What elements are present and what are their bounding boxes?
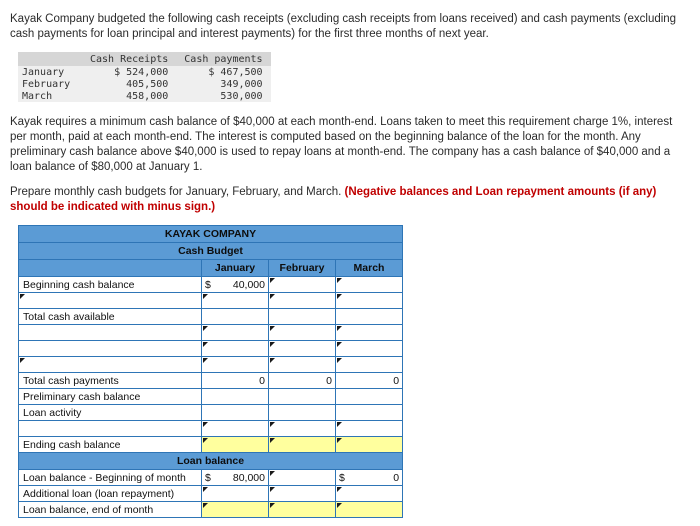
budget-row [19, 293, 403, 309]
row-label-total-cash-available: Total cash available [19, 309, 202, 325]
input-cell-january[interactable] [202, 389, 269, 405]
receipts-header-row [18, 52, 271, 66]
input-cell-february[interactable] [269, 421, 336, 437]
budget-row [19, 325, 403, 341]
input-cell-march[interactable] [336, 405, 403, 421]
row-label-blank[interactable] [19, 357, 202, 373]
row-label-beginning-cash-balance: Beginning cash balance [19, 277, 202, 293]
input-cell-january[interactable] [202, 470, 269, 486]
input-cell-march[interactable] [336, 357, 403, 373]
instructions-paragraph [10, 185, 686, 215]
input-cell-march[interactable] [336, 502, 403, 518]
input-cell-march[interactable] [336, 293, 403, 309]
input-cell-march[interactable] [336, 470, 403, 486]
loan-balance-section-header: Loan balance [19, 453, 403, 470]
input-cell-february[interactable] [269, 277, 336, 293]
receipts-row-january [18, 66, 271, 78]
budget-row [19, 502, 403, 518]
input-cell-january[interactable] [202, 421, 269, 437]
column-header-february: February [269, 260, 336, 277]
input-cell-january[interactable] [202, 486, 269, 502]
cash-receipts-value: 458,000 [82, 90, 176, 102]
input-cell-january[interactable] [202, 357, 269, 373]
input-cell-march[interactable] [336, 373, 403, 389]
cash-payments-value: $ 467,500 [176, 66, 270, 78]
budget-row [19, 389, 403, 405]
dollar-sign: $ [205, 278, 211, 291]
budget-row [19, 486, 403, 502]
input-cell-february[interactable] [269, 502, 336, 518]
loan-balance-header-row [19, 453, 403, 470]
month-label: February [18, 78, 82, 90]
row-label-preliminary-cash-balance: Preliminary cash balance [19, 389, 202, 405]
input-cell-january[interactable] [202, 373, 269, 389]
budget-row [19, 277, 403, 293]
instructions-text: Prepare monthly cash budgets for January, February, and March. [10, 186, 345, 198]
receipts-header-cash-receipts: Cash Receipts [82, 52, 176, 66]
input-cell-march[interactable] [336, 437, 403, 453]
input-cell-march[interactable] [336, 421, 403, 437]
row-label-blank[interactable] [19, 341, 202, 357]
cell-value: 40,000 [232, 278, 265, 291]
budget-row [19, 437, 403, 453]
budget-row [19, 373, 403, 389]
row-label-blank[interactable] [19, 325, 202, 341]
budget-subtitle: Cash Budget [19, 243, 403, 260]
requirements-paragraph: Kayak requires a minimum cash balance of $40,000 at each month-end. Loans taken to meet this requirement charge 1%, interest per month, paid at each month-end. The interest is computed based on the beginning balance of the loan for the month. Any preliminary cash balance above $40,000 is used to repay loans at month-end. The company has a cash balance of $40,000 and a loan balance of $80,000 at January 1. [10, 116, 673, 173]
row-label-blank[interactable] [19, 293, 202, 309]
budget-row [19, 341, 403, 357]
row-label-loan-activity: Loan activity [19, 405, 202, 421]
row-label-additional-loan: Additional loan (loan repayment) [19, 486, 202, 502]
input-cell-february[interactable] [269, 405, 336, 421]
receipts-row-march [18, 90, 271, 102]
row-label-total-cash-payments: Total cash payments [19, 373, 202, 389]
input-cell-january[interactable] [202, 502, 269, 518]
row-label-blank [19, 421, 202, 437]
receipts-payments-table [18, 52, 271, 102]
input-cell-january[interactable] [202, 309, 269, 325]
row-label-ending-cash-balance: Ending cash balance [19, 437, 202, 453]
cell-value: 0 [393, 471, 400, 484]
month-label: March [18, 90, 82, 102]
budget-row [19, 309, 403, 325]
input-cell-february[interactable] [269, 325, 336, 341]
receipts-header-cash-payments: Cash payments [176, 52, 270, 66]
input-cell-march[interactable] [336, 486, 403, 502]
input-cell-february[interactable] [269, 309, 336, 325]
input-cell-february[interactable] [269, 486, 336, 502]
cell-value: 0 [326, 374, 332, 387]
dollar-sign: $ [205, 471, 211, 484]
cash-receipts-value: $ 524,000 [82, 66, 176, 78]
budget-row [19, 421, 403, 437]
receipts-header-blank [18, 52, 82, 66]
input-cell-march[interactable] [336, 309, 403, 325]
dollar-sign: $ [339, 471, 345, 484]
company-title: KAYAK COMPANY [19, 226, 403, 243]
input-cell-march[interactable] [336, 389, 403, 405]
input-cell-january[interactable] [202, 293, 269, 309]
cell-value: 0 [393, 374, 400, 387]
budget-row [19, 405, 403, 421]
receipts-row-february [18, 78, 271, 90]
input-cell-january[interactable] [202, 437, 269, 453]
input-cell-february[interactable] [269, 437, 336, 453]
input-cell-february[interactable] [269, 357, 336, 373]
cash-payments-value: 349,000 [176, 78, 270, 90]
budget-row [19, 357, 403, 373]
budget-subtitle-row [19, 243, 403, 260]
cash-payments-value: 530,000 [176, 90, 270, 102]
row-label-loan-balance-end: Loan balance, end of month [19, 502, 202, 518]
input-cell-march[interactable] [336, 341, 403, 357]
input-cell-january[interactable] [202, 277, 269, 293]
row-label-loan-balance-beginning: Loan balance - Beginning of month [19, 470, 202, 486]
input-cell-march[interactable] [336, 277, 403, 293]
instructions-warning-text: (Negative balances and Loan repayment amounts (if any) should be indicated with minus sign.) [10, 186, 657, 213]
month-label: January [18, 66, 82, 78]
cash-budget-worksheet [18, 225, 403, 518]
cell-value: 0 [259, 374, 265, 387]
input-cell-january[interactable] [202, 405, 269, 421]
input-cell-january[interactable] [202, 341, 269, 357]
input-cell-february[interactable] [269, 373, 336, 389]
input-cell-january[interactable] [202, 325, 269, 341]
month-header-row [19, 260, 403, 277]
input-cell-february[interactable] [269, 293, 336, 309]
problem-intro-paragraph: Kayak Company budgeted the following cash receipts (excluding cash receipts from loans received) and cash payments (excluding cash payments for loan principal and interest payments) for the first three months of next year. [10, 13, 677, 40]
input-cell-february[interactable] [269, 389, 336, 405]
cash-receipts-value: 405,500 [82, 78, 176, 90]
cell-value: 80,000 [232, 471, 265, 484]
input-cell-february[interactable] [269, 470, 336, 486]
budget-row [19, 470, 403, 486]
column-header-blank [19, 260, 202, 277]
input-cell-march[interactable] [336, 325, 403, 341]
company-title-row [19, 226, 403, 243]
column-header-march: March [336, 260, 403, 277]
column-header-january: January [202, 260, 269, 277]
input-cell-february[interactable] [269, 341, 336, 357]
